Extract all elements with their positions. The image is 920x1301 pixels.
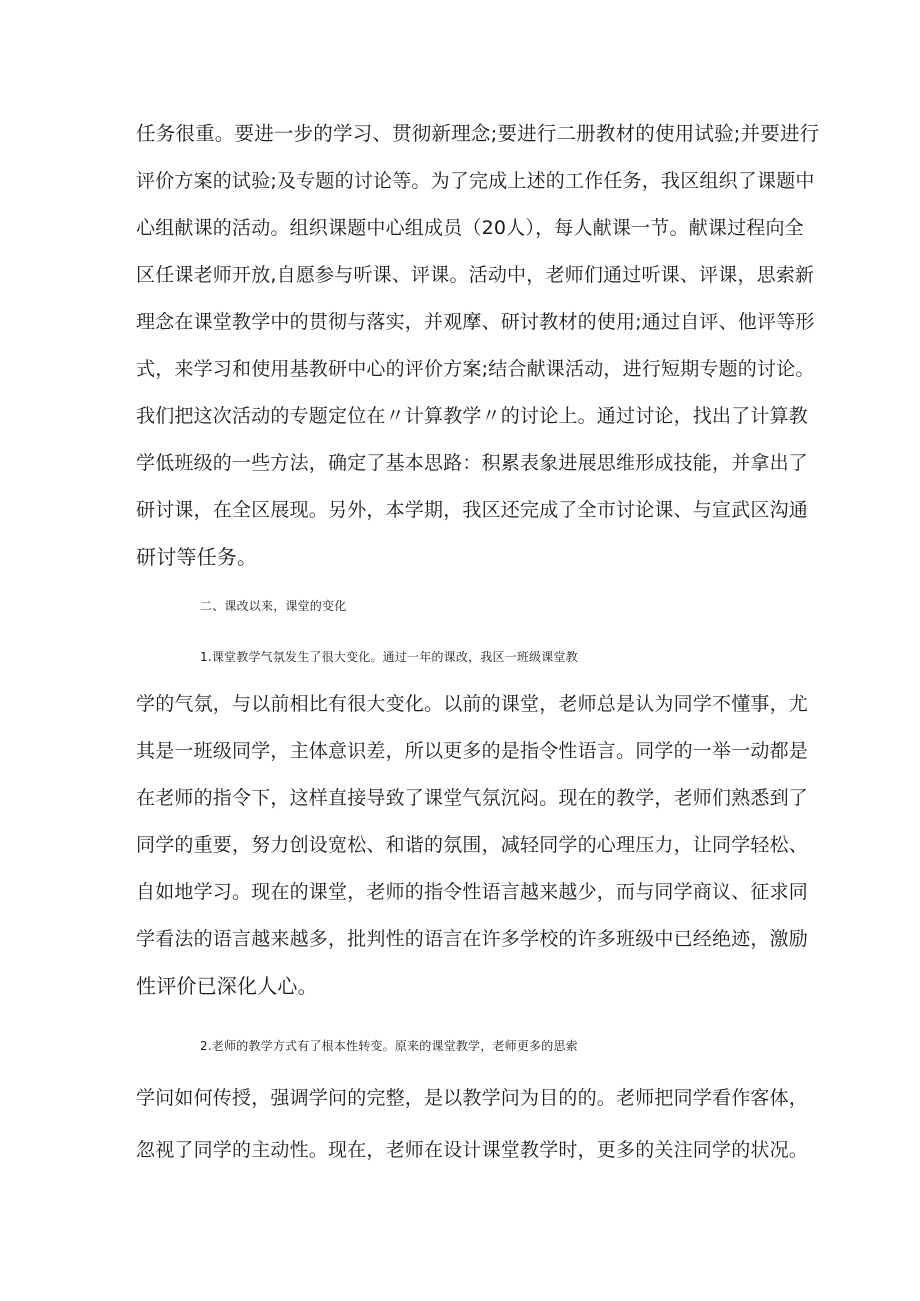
paragraph-line: 研讨课，在全区展现。另外，本学期，我区还完成了全市讨论课、与宣武区沟通 — [136, 499, 809, 521]
section-heading: 二、课改以来，课堂的变化 — [200, 599, 347, 613]
paragraph-line: 学低班级的一些方法，确定了基本思路：积累表象进展思维形成技能，并拿出了 — [136, 452, 809, 474]
paragraph-line: 同学的重要，努力创设宽松、和谐的氛围，减轻同学的心理压力，让同学轻松、 — [136, 834, 809, 856]
paragraph-line: 学看法的语言越来越多，批判性的语言在许多学校的许多班级中已经绝迹，激励 — [136, 928, 809, 950]
paragraph-line: 自如地学习。现在的课堂，老师的指令性语言越来越少，而与同学商议、征求同 — [136, 881, 809, 903]
paragraph-line: 区任课老师开放,自愿参与听课、评课。活动中，老师们通过听课、评课，思索新 — [136, 264, 815, 286]
paragraph-line: 式，来学习和使用基教研中心的评价方案;结合献课活动，进行短期专题的讨论。 — [136, 358, 815, 380]
paragraph-line: 在老师的指令下，这样直接导致了课堂气氛沉闷。现在的教学，老师们熟悉到了 — [136, 787, 809, 809]
paragraph-line: 学问如何传授，强调学问的完整，是以教学问为目的的。老师把同学看作客体， — [136, 1087, 809, 1109]
paragraph-line: 任务很重。要进一步的学习、贯彻新理念;要进行二册教材的使用试验;并要进行 — [136, 122, 820, 145]
paragraph-line: 心组献课的活动。组织课题中心组成员（20人），每人献课一节。献课过程向全 — [136, 217, 804, 239]
paragraph-line: 2.老师的教学方式有了根本性转变。原来的课堂教学，老师更多的思索 — [200, 1039, 578, 1053]
paragraph-line: 忽视了同学的主动性。现在，老师在设计课堂教学时，更多的关注同学的状况。 — [136, 1139, 809, 1161]
paragraph-line: 性评价已深化人心。 — [136, 974, 318, 998]
paragraph-line: 我们把这次活动的专题定位在〃计算教学〃的讨论上。通过讨论，找出了计算教 — [136, 405, 809, 427]
paragraph-line: 1.课堂教学气氛发生了很大变化。通过一年的课改，我区一班级课堂教 — [200, 650, 578, 664]
paragraph-line: 学的气氛，与以前相比有很大变化。以前的课堂，老师总是认为同学不懂事，尤 — [136, 693, 809, 715]
paragraph-line: 评价方案的试验;及专题的讨论等。为了完成上述的工作任务，我区组织了课题中 — [136, 170, 815, 192]
paragraph-line: 其是一班级同学，主体意识差，所以更多的是指令性语言。同学的一举一动都是 — [136, 740, 809, 762]
paragraph-line: 理念在课堂教学中的贯彻与落实，并观摩、研讨教材的使用;通过自评、他评等形 — [136, 311, 815, 333]
paragraph-line: 研讨等任务。 — [136, 545, 258, 569]
